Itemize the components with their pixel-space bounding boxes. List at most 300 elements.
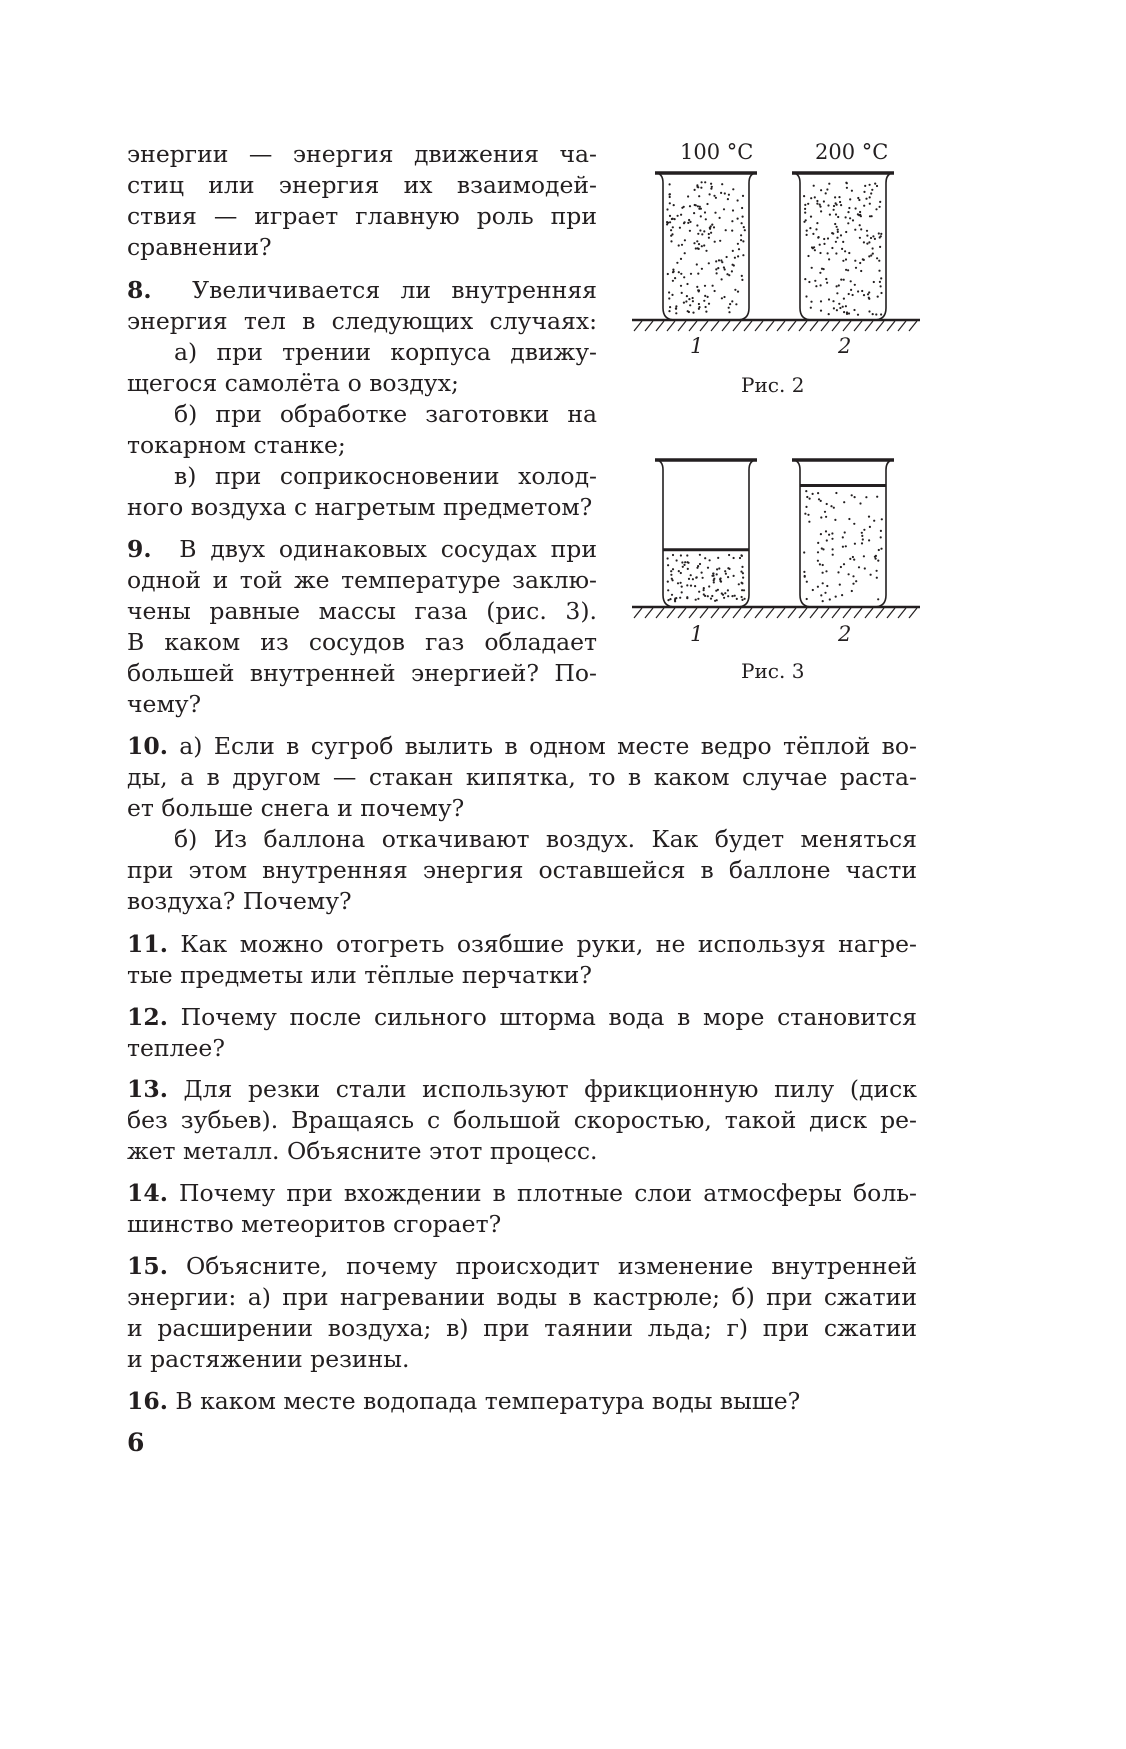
gas-particle [816, 203, 818, 205]
hatch-mark [678, 321, 686, 331]
gas-particle [681, 561, 683, 563]
figure-3-drawing [630, 452, 930, 632]
gas-particle [819, 272, 821, 274]
gas-particle [680, 554, 682, 556]
vessel-2-label: 2 [838, 334, 852, 358]
gas-particle [854, 260, 856, 262]
gas-particle [731, 230, 733, 232]
gas-particle [874, 556, 876, 558]
gas-particle [687, 222, 689, 224]
text-line: тые предметы или тёплые перчатки? [127, 961, 592, 989]
gas-particle [718, 259, 720, 261]
gas-particle [743, 226, 745, 228]
gas-particle [826, 503, 828, 505]
gas-particle [835, 241, 837, 243]
gas-particle [675, 312, 677, 314]
gas-particle [710, 225, 712, 227]
gas-particle [714, 241, 716, 243]
gas-particle [686, 295, 688, 297]
gas-particle [814, 196, 816, 198]
hatch-mark [733, 608, 741, 618]
hatch-mark [678, 608, 686, 618]
vessel-2 [792, 460, 894, 607]
gas-particle [835, 213, 837, 215]
vessel-outline [792, 460, 894, 607]
gas-particle [696, 186, 698, 188]
gas-particle [681, 292, 683, 294]
question-line [127, 731, 917, 762]
text-line: токарном станке; [127, 431, 346, 459]
gas-particle [830, 505, 832, 507]
hatch-mark [832, 608, 840, 618]
text-span: Объясните, почему происходит изменение внутренней [185, 1252, 917, 1280]
gas-particle [840, 204, 842, 206]
gas-particle [695, 577, 697, 579]
gas-particle [703, 593, 705, 595]
text-line: стиц или энергия их взаимодей- [127, 171, 597, 199]
gas-particle [871, 189, 873, 191]
gas-particle [825, 530, 827, 532]
gas-particle [692, 300, 694, 302]
gas-particle [671, 294, 673, 296]
gas-particle [741, 275, 743, 277]
gas-particle [672, 280, 674, 282]
gas-particle [820, 189, 822, 191]
gas-particle [832, 554, 834, 556]
gas-particle [827, 252, 829, 254]
gas-particle [698, 308, 700, 310]
gas-particle [704, 557, 706, 559]
gas-particle [848, 207, 850, 209]
gas-particle [680, 214, 682, 216]
gas-particle [716, 272, 718, 274]
gas-particle [672, 568, 674, 570]
gas-particle [814, 249, 816, 251]
gas-particle [828, 183, 830, 185]
gas-particle [707, 595, 709, 597]
gas-particle [873, 281, 875, 283]
gas-particle [705, 250, 707, 252]
gas-particle [712, 575, 714, 577]
gas-particle [695, 599, 697, 601]
gas-particle [721, 592, 723, 594]
gas-particle [835, 252, 837, 254]
gas-particle [676, 559, 678, 561]
gas-particle [872, 253, 874, 255]
gas-particle [841, 248, 843, 250]
gas-particle [705, 218, 707, 220]
hatch-mark [898, 321, 906, 331]
gas-particle [880, 235, 882, 237]
vessel-2 [792, 173, 894, 320]
hatch-mark [744, 608, 752, 618]
gas-particle [694, 585, 696, 587]
gas-particle [853, 523, 855, 525]
text-span: В каком месте водопада температура воды выше? [175, 1387, 801, 1415]
gas-particle [822, 582, 824, 584]
gas-particle [695, 247, 697, 249]
gas-particle [843, 279, 845, 281]
text-line: щегося самолёта о воздух; [127, 369, 459, 397]
gas-particle [740, 234, 742, 236]
gas-particle [859, 224, 861, 226]
gas-particle [875, 313, 877, 315]
gas-particle [854, 284, 856, 286]
text-line: ного воздуха с нагретым предметом? [127, 493, 593, 521]
gas-particle [680, 258, 682, 260]
gas-particle [701, 181, 703, 183]
gas-particle [864, 567, 866, 569]
question-number: 15. [127, 1252, 168, 1280]
gas-particle [737, 218, 739, 220]
gas-particle [826, 282, 828, 284]
gas-particle [686, 584, 688, 586]
gas-particle [676, 262, 678, 264]
hatch-mark [810, 321, 818, 331]
gas-particle [703, 244, 705, 246]
gas-particle [868, 241, 870, 243]
gas-particle [878, 260, 880, 262]
gas-particle [880, 536, 882, 538]
gas-particle [697, 205, 699, 207]
gas-particle [807, 203, 809, 205]
gas-particle [697, 565, 699, 567]
gas-particle [876, 577, 878, 579]
gas-particle [677, 582, 679, 584]
gas-particle [674, 277, 676, 279]
gas-particle [732, 209, 734, 211]
gas-particle [860, 270, 862, 272]
gas-particle [848, 312, 850, 314]
gas-particle [817, 237, 819, 239]
gas-particle [701, 572, 703, 574]
gas-particle [715, 260, 717, 262]
gas-particle [870, 192, 872, 194]
gas-particle [879, 206, 881, 208]
hatch-mark [700, 321, 708, 331]
gas-particle [741, 279, 743, 281]
gas-particle [670, 229, 672, 231]
gas-particle [866, 230, 868, 232]
gas-particle [869, 215, 871, 217]
gas-particle [687, 568, 689, 570]
gas-particle [867, 293, 869, 295]
gas-particle [820, 516, 822, 518]
gas-particle [710, 598, 712, 600]
gas-particle [705, 311, 707, 313]
question-number: 12. [127, 1003, 168, 1031]
hatch-mark [755, 608, 763, 618]
gas-particle [805, 506, 807, 508]
gas-particle [709, 193, 711, 195]
hatch-mark [865, 608, 873, 618]
gas-particle [717, 557, 719, 559]
question-number: 13. [127, 1075, 168, 1103]
page-number: 6 [127, 1428, 145, 1457]
gas-particle [710, 232, 712, 234]
gas-particle [826, 188, 828, 190]
gas-particle [827, 237, 829, 239]
hatch-mark [711, 608, 719, 618]
gas-particle [806, 496, 808, 498]
text-line: чены равные массы газа (рис. 3). [127, 597, 597, 625]
gas-particle [806, 581, 808, 583]
gas-particle [842, 260, 844, 262]
gas-particle [667, 581, 669, 583]
gas-particle [835, 492, 837, 494]
gas-particle [699, 563, 701, 565]
gas-particle [831, 247, 833, 249]
gas-particle [696, 286, 698, 288]
gas-particle [848, 293, 850, 295]
figure-3-caption: Рис. 3 [741, 659, 805, 683]
gas-particle [806, 234, 808, 236]
gas-particle [678, 244, 680, 246]
gas-particle [822, 572, 824, 574]
gas-particle [724, 268, 726, 270]
gas-particle [698, 289, 700, 291]
gas-particle [704, 285, 706, 287]
gas-particle [715, 197, 717, 199]
hatch-mark [766, 321, 774, 331]
gas-particle [740, 554, 742, 556]
gas-particle [742, 254, 744, 256]
gas-particle [859, 237, 861, 239]
gas-particle [731, 270, 733, 272]
gas-particle [858, 199, 860, 201]
text-line: В каком из сосудов газ обладает [127, 628, 597, 656]
gas-particle [812, 233, 814, 235]
gas-particle [880, 277, 882, 279]
gas-particle [673, 204, 675, 206]
gas-particle [684, 561, 686, 563]
gas-particle [868, 255, 870, 257]
gas-particle [818, 498, 820, 500]
text-line: ет больше снега и почему? [127, 794, 465, 822]
question-number: 9. [127, 535, 152, 563]
gas-particle [673, 271, 675, 273]
gas-particle [857, 314, 859, 316]
gas-particle [710, 183, 712, 185]
gas-particle [825, 570, 827, 572]
gas-particle [669, 215, 671, 217]
text-span: Почему после сильного шторма вода в море становится [180, 1003, 917, 1031]
gas-particle [737, 291, 739, 293]
gas-particle [876, 257, 878, 259]
gas-particle [803, 571, 805, 573]
gas-particle [734, 289, 736, 291]
gas-particle [837, 571, 839, 573]
gas-particle [861, 535, 863, 537]
gas-particle [712, 573, 714, 575]
gas-particle [805, 490, 807, 492]
gas-particle [824, 592, 826, 594]
gas-particle [807, 255, 809, 257]
vessel-2-temperature: 200 °C [815, 140, 889, 164]
sub-item-b: б) Из баллона откачивают воздух. Как будет меняться [174, 825, 917, 853]
gas-particle [681, 591, 683, 593]
gas-particle [724, 570, 726, 572]
gas-particle [733, 575, 735, 577]
gas-particle [831, 538, 833, 540]
gas-particle [679, 227, 681, 229]
gas-particle [693, 242, 695, 244]
gas-particle [737, 243, 739, 245]
gas-particle [828, 534, 830, 536]
gas-particle [836, 285, 838, 287]
gas-particle [741, 207, 743, 209]
gas-particle [876, 185, 878, 187]
gas-particle [878, 232, 880, 234]
gas-particle [688, 298, 690, 300]
gas-particle [810, 307, 812, 309]
gas-particle [855, 580, 857, 582]
gas-particle [667, 273, 669, 275]
gas-particle [822, 564, 824, 566]
gas-particle [836, 226, 838, 228]
gas-particle [846, 182, 848, 184]
gas-particle [674, 218, 676, 220]
text-line: чему? [127, 690, 202, 718]
hatch-mark [898, 608, 906, 618]
gas-particle [817, 492, 819, 494]
hatch-mark [909, 608, 917, 618]
gas-particle [834, 519, 836, 521]
text-line: воздуха? Почему? [127, 887, 352, 915]
gas-particle [863, 555, 865, 557]
gas-particle [820, 210, 822, 212]
gas-particle [694, 189, 696, 191]
gas-particle [743, 589, 745, 591]
hatch-mark [766, 608, 774, 618]
gas-particle [708, 233, 710, 235]
gas-particle [728, 274, 730, 276]
hatch-mark [799, 608, 807, 618]
gas-particle [675, 305, 677, 307]
gas-particle [700, 187, 702, 189]
gas-particle [869, 526, 871, 528]
text-line: энергия тел в следующих случаях: [127, 307, 597, 335]
gas-particle [812, 493, 814, 495]
sub-item-a: а) при трении корпуса движу- [174, 338, 597, 366]
gas-particle [829, 598, 831, 600]
gas-particle [842, 536, 844, 538]
text-span: Как можно отогреть озябшие руки, не используя нагре- [180, 930, 917, 958]
hatch-mark [645, 321, 653, 331]
gas-particle [668, 310, 670, 312]
gas-particle [843, 563, 845, 565]
gas-particle [689, 230, 691, 232]
gas-particle [819, 244, 821, 246]
gas-particle [852, 575, 854, 577]
gas-particle [733, 557, 735, 559]
gas-particle [667, 557, 669, 559]
gas-particle [810, 197, 812, 199]
gas-particle [854, 229, 856, 231]
gas-particle [683, 276, 685, 278]
gas-particle [723, 266, 725, 268]
gas-particle [684, 221, 686, 223]
gas-particle [877, 598, 879, 600]
gas-particle [880, 548, 882, 550]
gas-particle [849, 217, 851, 219]
gas-particle [701, 245, 703, 247]
gas-particle [720, 259, 722, 261]
gas-particle [681, 244, 683, 246]
vessel-2-label: 2 [838, 622, 852, 646]
gas-particle [727, 595, 729, 597]
gas-particle [672, 554, 674, 556]
gas-particle [744, 229, 746, 231]
gas-particle [698, 303, 700, 305]
gas-particle [870, 254, 872, 256]
figure-2-drawing [630, 165, 930, 345]
hatch-mark [722, 321, 730, 331]
gas-particle [836, 237, 838, 239]
gas-particle [805, 295, 807, 297]
vessel-outline [655, 460, 757, 607]
gas-particle [669, 196, 671, 198]
gas-particle [803, 551, 805, 553]
gas-particle [854, 543, 856, 545]
gas-particle [728, 554, 730, 556]
gas-particle [668, 297, 670, 299]
gas-particle [711, 595, 713, 597]
gas-particle [813, 185, 815, 187]
gas-particle [675, 597, 677, 599]
gas-particle [845, 216, 847, 218]
gas-particle [732, 264, 734, 266]
text-span: Почему при вхождении в плотные слои атмосферы боль- [179, 1179, 917, 1207]
hatch-mark [711, 321, 719, 331]
hatch-mark [744, 321, 752, 331]
text-line: энергии — энергия движения ча- [127, 140, 597, 168]
hatch-mark [821, 321, 829, 331]
gas-particle [808, 521, 810, 523]
gas-particle [740, 239, 742, 241]
question-line [127, 1074, 917, 1105]
gas-particle [667, 589, 669, 591]
gas-particle [708, 303, 710, 305]
gas-particle [669, 183, 671, 185]
gas-particle [696, 263, 698, 265]
gas-particle [698, 591, 700, 593]
text-line: теплее? [127, 1034, 225, 1062]
hatch-mark [689, 608, 697, 618]
gas-particle [742, 216, 744, 218]
gas-particle [824, 511, 826, 513]
gas-particle [859, 211, 861, 213]
gas-particle [670, 235, 672, 237]
gas-particle [872, 313, 874, 315]
gas-particle [873, 520, 875, 522]
gas-particle [836, 204, 838, 206]
gas-particle [828, 258, 830, 260]
gas-particle [874, 238, 876, 240]
gas-particle [861, 290, 863, 292]
gas-particle [732, 250, 734, 252]
text-line: ствия — играет главную роль при [127, 202, 597, 230]
gas-particle [672, 269, 674, 271]
gas-particle [874, 183, 876, 185]
gas-particle [714, 212, 716, 214]
gas-particle [723, 208, 725, 210]
gas-particle [706, 203, 708, 205]
gas-particle [825, 192, 827, 194]
text-span: В двух одинаковых сосудах при [179, 535, 597, 563]
gas-particle [729, 303, 731, 305]
gas-particle [872, 235, 874, 237]
